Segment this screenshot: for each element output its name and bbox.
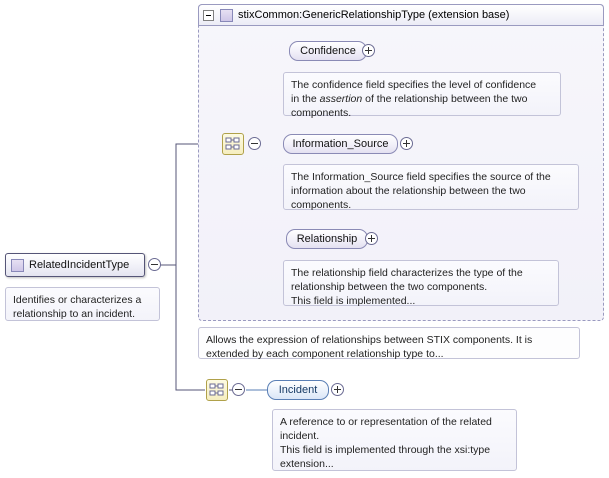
element-label: Information_Source	[292, 138, 389, 150]
doc-line-italic: in the assertion of the relationship between the two	[291, 93, 528, 105]
doc-confidence	[283, 72, 561, 119]
doc-relationship	[283, 260, 559, 306]
element-incident[interactable]	[267, 380, 329, 400]
doc-information-source	[283, 164, 579, 210]
doc-line: This field is implemented...	[291, 295, 416, 307]
doc-text: Identifies or characterizes a relationship to an incident.	[13, 294, 142, 320]
extension-base-label: stixCommon:GenericRelationshipType (extension base)	[238, 9, 510, 21]
sequence-icon-1[interactable]	[222, 133, 244, 155]
element-label: Relationship	[296, 233, 358, 245]
doc-root	[5, 287, 160, 321]
doc-line: relationship between the two components.	[291, 281, 488, 293]
element-label: Confidence	[300, 45, 356, 57]
sequence-icon-2[interactable]	[206, 379, 228, 401]
element-relationship[interactable]	[286, 229, 368, 249]
element-label: Incident	[278, 384, 318, 396]
plus-circle-icon-relationship[interactable]	[365, 232, 378, 245]
doc-line: This field is implemented through the xsi:type	[280, 444, 491, 456]
minus-circle-icon-root[interactable]	[148, 258, 161, 271]
doc-line: components.	[291, 199, 352, 211]
doc-extension-base	[198, 327, 580, 359]
doc-line: The confidence field specifies the level of confidence	[291, 79, 537, 91]
plus-circle-icon-confidence[interactable]	[362, 44, 375, 57]
doc-line: information about the relationship between the two	[291, 185, 526, 197]
doc-text: Allows the expression of relationships between STIX components. It is extended by each component relationship type to...	[206, 334, 533, 360]
minus-circle-icon-sequence-1[interactable]	[248, 137, 261, 150]
element-information-source[interactable]	[283, 134, 398, 154]
element-confidence[interactable]	[289, 41, 367, 61]
doc-incident	[272, 409, 517, 471]
minus-box-icon[interactable]	[203, 10, 214, 21]
type-square-icon	[11, 259, 24, 272]
plus-circle-icon-incident[interactable]	[331, 383, 344, 396]
type-square-icon	[220, 9, 233, 22]
root-element-related-incident-type[interactable]	[5, 253, 145, 277]
extension-base-header[interactable]	[198, 4, 604, 26]
doc-line: A reference to or representation of the related	[280, 416, 492, 428]
doc-line: The Information_Source field specifies the source of the	[291, 171, 551, 183]
minus-circle-icon-sequence-2[interactable]	[232, 383, 245, 396]
root-element-label: RelatedIncidentType	[29, 259, 130, 271]
doc-line: The relationship field characterizes the type of the	[291, 267, 523, 279]
doc-line: incident.	[280, 430, 320, 442]
doc-line: components.	[291, 107, 352, 119]
plus-circle-icon-information-source[interactable]	[400, 137, 413, 150]
doc-line: extension...	[280, 458, 334, 470]
